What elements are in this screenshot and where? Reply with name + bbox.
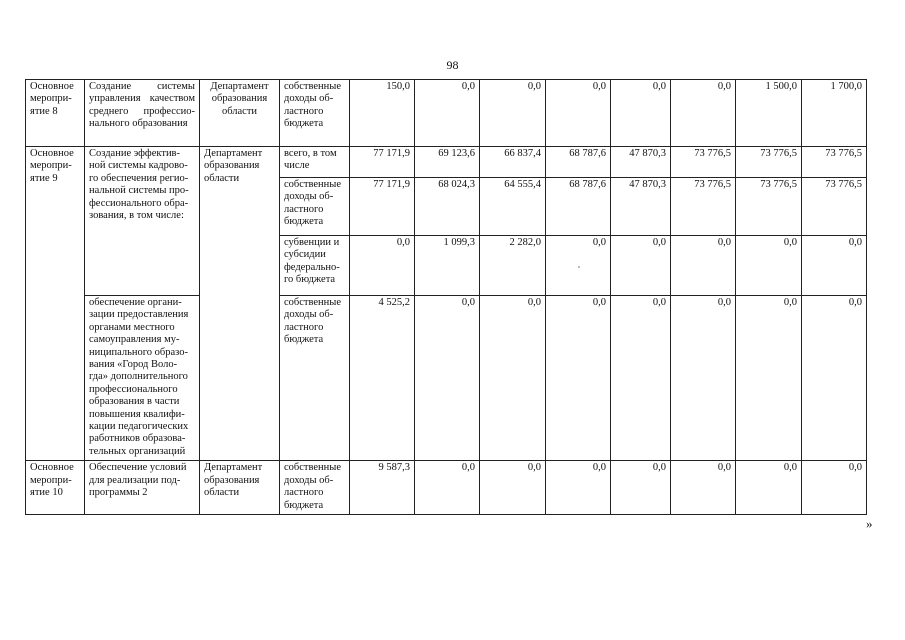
value-cell: 0,0 bbox=[671, 236, 736, 296]
value-cell: 0,0 bbox=[480, 296, 546, 461]
value-cell: 2 282,0 bbox=[480, 236, 546, 296]
value-cell: 69 123,6 bbox=[415, 147, 480, 178]
value-cell: 73 776,5 bbox=[802, 147, 867, 178]
value-cell: 4 525,2 bbox=[350, 296, 415, 461]
value-cell: 47 870,3 bbox=[611, 178, 671, 236]
page-number: 98 bbox=[446, 58, 459, 72]
table-row bbox=[26, 296, 867, 461]
value-cell: 68 787,6 bbox=[546, 178, 611, 236]
value-cell: 73 776,5 bbox=[736, 147, 802, 178]
funding-source: собственные доходы об-ластного бюджета bbox=[280, 178, 350, 236]
closing-quote: » bbox=[866, 516, 873, 531]
value-cell: 150,0 bbox=[350, 80, 415, 147]
funding-source: собственные доходы об-ластного бюджета bbox=[280, 80, 350, 147]
value-cell: 0,0 bbox=[546, 80, 611, 147]
value-cell: 77 171,9 bbox=[350, 178, 415, 236]
value-cell: 1 500,0 bbox=[736, 80, 802, 147]
value-cell: 0,0 bbox=[415, 296, 480, 461]
value-cell: 73 776,5 bbox=[802, 178, 867, 236]
value-cell: 0,0 bbox=[611, 461, 671, 515]
value-cell: 0,0 bbox=[671, 296, 736, 461]
budget-table bbox=[25, 79, 867, 515]
activity-executor: Департамент образования области bbox=[200, 147, 280, 461]
table-row bbox=[26, 461, 867, 515]
value-cell: 0,0 bbox=[546, 296, 611, 461]
value-cell: 0,0 bbox=[350, 236, 415, 296]
activity-name: Создание эффектив-ной системы кадрово-го обеспечения регио-нальной системы про-фессионального обра-зования, в том числе: bbox=[85, 147, 200, 296]
value-cell: 0,0 bbox=[611, 236, 671, 296]
activity-code: Основное меропри-ятие 9 bbox=[26, 147, 85, 461]
value-cell: 0,0 bbox=[736, 461, 802, 515]
activity-name: Обеспечение условий для реализации под-программы 2 bbox=[85, 461, 200, 515]
value-cell: 0,0 bbox=[480, 461, 546, 515]
value-cell: 0,0 bbox=[611, 80, 671, 147]
value-cell: 73 776,5 bbox=[736, 178, 802, 236]
value-cell: 0,0 bbox=[802, 296, 867, 461]
funding-source: собственные доходы об-ластного бюджета bbox=[280, 461, 350, 515]
value-cell: 1 700,0 bbox=[802, 80, 867, 147]
value-cell: 9 587,3 bbox=[350, 461, 415, 515]
value-cell: 0,0 bbox=[736, 236, 802, 296]
value-cell: 68 787,6 bbox=[546, 147, 611, 178]
value-cell: 73 776,5 bbox=[671, 147, 736, 178]
activity-code: Основное меропри-ятие 10 bbox=[26, 461, 85, 515]
value-cell: 0,0 bbox=[415, 461, 480, 515]
activity-executor: Департамент образования области bbox=[200, 461, 280, 515]
value-cell: 0,0 bbox=[802, 461, 867, 515]
value-cell: 1 099,3 bbox=[415, 236, 480, 296]
funding-source: собственные доходы об-ластного бюджета bbox=[280, 296, 350, 461]
table-row bbox=[26, 147, 867, 178]
value-cell: 0,0 bbox=[671, 80, 736, 147]
value-cell: 0,0 bbox=[546, 461, 611, 515]
value-cell: 0,0 bbox=[611, 296, 671, 461]
value-cell: 64 555,4 bbox=[480, 178, 546, 236]
value-cell: 66 837,4 bbox=[480, 147, 546, 178]
value-cell: 0,0 bbox=[736, 296, 802, 461]
value-cell: 73 776,5 bbox=[671, 178, 736, 236]
scan-speck bbox=[578, 266, 580, 268]
value-cell: 0,0 bbox=[480, 80, 546, 147]
activity-name: Создание системы управления качеством среднего профессио-нального образования bbox=[85, 80, 200, 147]
value-cell: 0,0 bbox=[415, 80, 480, 147]
value-cell: 0,0 bbox=[546, 236, 611, 296]
funding-source: всего, в том числе bbox=[280, 147, 350, 178]
value-cell: 47 870,3 bbox=[611, 147, 671, 178]
funding-source: субвенции и субсидии федерально-го бюджета bbox=[280, 236, 350, 296]
value-cell: 68 024,3 bbox=[415, 178, 480, 236]
activity-code: Основное меропри-ятие 8 bbox=[26, 80, 85, 147]
activity-executor: Департамент образования области bbox=[200, 80, 280, 147]
value-cell: 0,0 bbox=[671, 461, 736, 515]
sub-activity-name: обеспечение органи-зации предоставления органами местного самоуправления му-ниципального образо-вания «Город Воло-гда» дополнительного профессионального образования в части повышения квалифи-кации педагогических работников образова-тельных организаций bbox=[85, 296, 200, 461]
table-row bbox=[26, 80, 867, 147]
value-cell: 0,0 bbox=[802, 236, 867, 296]
value-cell: 77 171,9 bbox=[350, 147, 415, 178]
